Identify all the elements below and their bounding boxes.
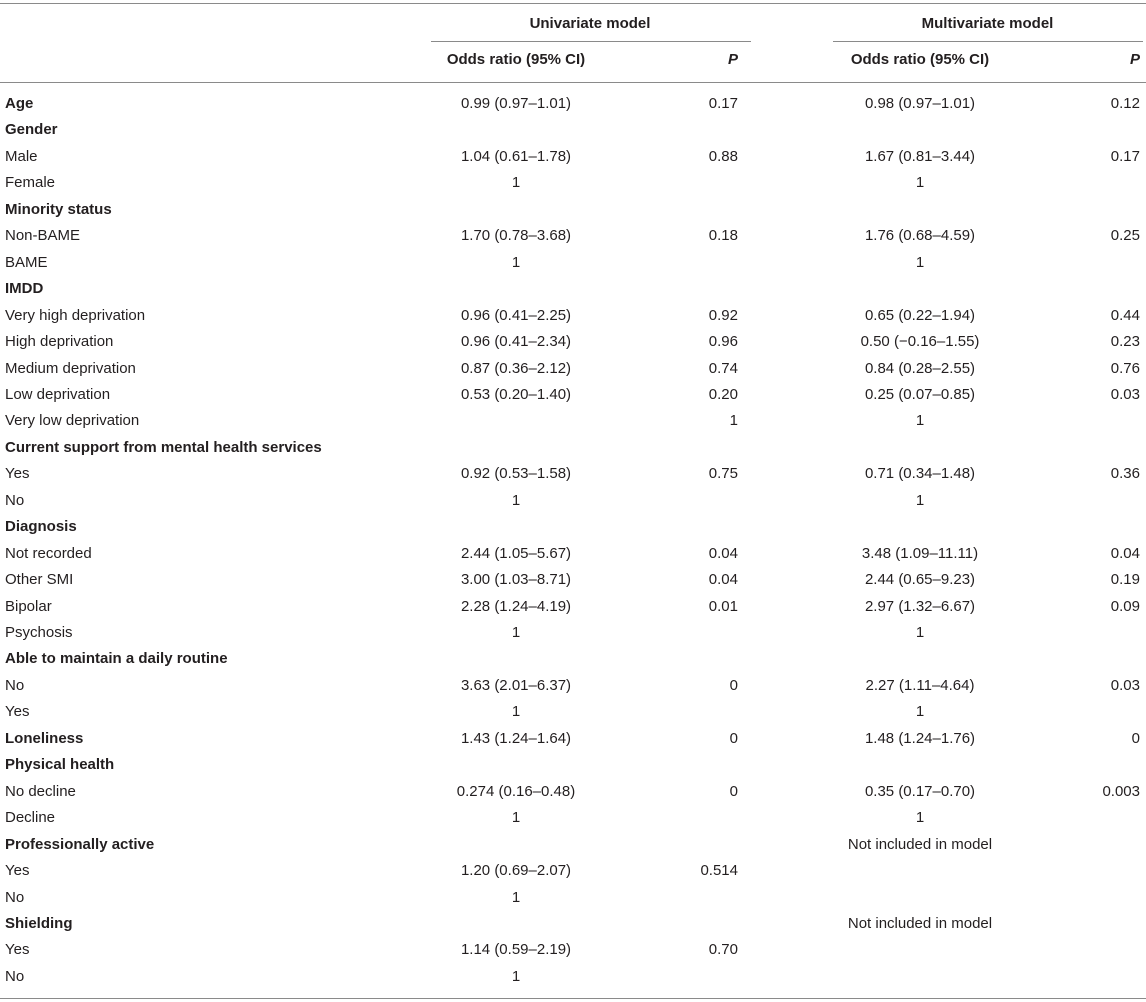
row-label: Age [5, 95, 34, 112]
multivariate-or-cell: 0.65 (0.22–1.94) [864, 307, 976, 324]
multivariate-p-cell: 0.04 [1110, 545, 1140, 562]
row-label: Able to maintain a daily routine [5, 650, 228, 667]
multivariate-p-cell: 0.003 [1102, 783, 1140, 800]
multivariate-or-cell: 1.48 (1.24–1.76) [864, 730, 976, 747]
univariate-underline [431, 41, 751, 42]
univariate-p-cell: 0.96 [708, 333, 738, 350]
multivariate-p-cell: 0.23 [1110, 333, 1140, 350]
multivariate-or-cell: 0.71 (0.34–1.48) [864, 465, 976, 482]
row-label: BAME [5, 254, 48, 271]
multivariate-or-cell: Not included in model [847, 836, 993, 853]
bottom-rule [0, 998, 1146, 999]
multivariate-or-cell: 1 [915, 174, 925, 191]
multivariate-or-cell: 0.25 (0.07–0.85) [864, 386, 976, 403]
row-label: Diagnosis [5, 518, 77, 535]
multivariate-or-cell: 1.76 (0.68–4.59) [864, 227, 976, 244]
row-label: No [5, 677, 25, 694]
row-label: Shielding [5, 915, 73, 932]
univariate-header: Univariate model [529, 15, 651, 32]
multivariate-p-cell: 0.19 [1110, 571, 1140, 588]
univariate-or-cell: 3.00 (1.03–8.71) [460, 571, 572, 588]
univariate-p-cell: 0.17 [708, 95, 738, 112]
univariate-p-cell: 0.88 [708, 148, 738, 165]
multivariate-p-cell: 0.36 [1110, 465, 1140, 482]
univariate-p-cell: 0 [729, 730, 738, 747]
row-label: Yes [5, 703, 30, 720]
row-label: Not recorded [5, 545, 92, 562]
multivariate-or-cell: 0.35 (0.17–0.70) [864, 783, 976, 800]
row-label: Low deprivation [5, 386, 111, 403]
multivariate-p-cell: 0.12 [1110, 95, 1140, 112]
univariate-or-cell: 0.96 (0.41–2.34) [460, 333, 572, 350]
univariate-p-cell: 0.92 [708, 307, 738, 324]
univariate-p-cell: 0.70 [708, 941, 738, 958]
row-label: No [5, 492, 25, 509]
univariate-p-cell: 0 [729, 783, 738, 800]
univariate-or-cell: 2.28 (1.24–4.19) [460, 598, 572, 615]
multivariate-p-cell: 0 [1131, 730, 1140, 747]
univariate-or-cell: 1 [511, 492, 521, 509]
multivariate-p-cell: 0.25 [1110, 227, 1140, 244]
univariate-or-cell: 1.20 (0.69–2.07) [460, 862, 572, 879]
univariate-p-cell: 0.74 [708, 360, 738, 377]
univariate-or-cell: 1 [511, 703, 521, 720]
univariate-or-cell: 1 [511, 889, 521, 906]
univariate-or-cell: 1 [511, 624, 521, 641]
row-label: Loneliness [5, 730, 84, 747]
multivariate-or-cell: 1 [915, 254, 925, 271]
row-label: Professionally active [5, 836, 155, 853]
univariate-p-cell: 0.75 [708, 465, 738, 482]
univariate-or-cell: 1.14 (0.59–2.19) [460, 941, 572, 958]
multivariate-or-header: Odds ratio (95% CI) [850, 51, 990, 68]
univariate-p-cell: 0.514 [700, 862, 738, 879]
multivariate-or-cell: 2.97 (1.32–6.67) [864, 598, 976, 615]
univariate-or-cell: 1 [511, 809, 521, 826]
row-label: Very high deprivation [5, 307, 146, 324]
multivariate-p-cell: 0.76 [1110, 360, 1140, 377]
multivariate-or-cell: 2.44 (0.65–9.23) [864, 571, 976, 588]
multivariate-p-cell: 0.03 [1110, 677, 1140, 694]
univariate-or-cell: 0.53 (0.20–1.40) [460, 386, 572, 403]
univariate-or-cell: 0.274 (0.16–0.48) [456, 783, 576, 800]
row-label: Physical health [5, 756, 115, 773]
row-label: Current support from mental health services [5, 439, 322, 456]
univariate-or-cell: 1 [511, 254, 521, 271]
row-label: Psychosis [5, 624, 73, 641]
multivariate-or-cell: 1 [915, 624, 925, 641]
header-rule [0, 82, 1146, 83]
multivariate-underline [833, 41, 1143, 42]
row-label: No [5, 968, 25, 985]
multivariate-or-cell: 3.48 (1.09–11.11) [861, 545, 979, 562]
multivariate-p-header: P [1129, 51, 1140, 68]
univariate-p-cell: 0.18 [708, 227, 738, 244]
univariate-p-cell: 0.04 [708, 571, 738, 588]
univariate-p-cell: 0.04 [708, 545, 738, 562]
row-label: No [5, 889, 25, 906]
row-label: Other SMI [5, 571, 74, 588]
row-label: Gender [5, 121, 58, 138]
univariate-p-cell: 0.20 [708, 386, 738, 403]
row-label: Non-BAME [5, 227, 81, 244]
row-label: Yes [5, 465, 30, 482]
univariate-p-cell: 0.01 [708, 598, 738, 615]
row-label: Minority status [5, 201, 112, 218]
row-label: Very low deprivation [5, 412, 140, 429]
multivariate-p-cell: 0.03 [1110, 386, 1140, 403]
multivariate-or-cell: 1 [915, 703, 925, 720]
multivariate-or-cell: 2.27 (1.11–4.64) [865, 677, 975, 694]
multivariate-header: Multivariate model [921, 15, 1054, 32]
univariate-or-cell: 1.43 (1.24–1.64) [460, 730, 572, 747]
multivariate-or-cell: 0.84 (0.28–2.55) [864, 360, 976, 377]
row-label: Yes [5, 941, 30, 958]
univariate-p-header: P [727, 51, 738, 68]
univariate-p-cell: 1 [729, 412, 738, 429]
univariate-or-cell: 0.87 (0.36–2.12) [460, 360, 572, 377]
univariate-or-cell: 1.70 (0.78–3.68) [460, 227, 572, 244]
row-label: Yes [5, 862, 30, 879]
top-rule [0, 3, 1146, 4]
univariate-or-cell: 1 [511, 174, 521, 191]
row-label: Female [5, 174, 56, 191]
multivariate-or-cell: 1 [915, 809, 925, 826]
multivariate-or-cell: Not included in model [847, 915, 993, 932]
univariate-or-header: Odds ratio (95% CI) [446, 51, 586, 68]
univariate-or-cell: 1.04 (0.61–1.78) [460, 148, 572, 165]
multivariate-or-cell: 1 [915, 492, 925, 509]
multivariate-or-cell: 0.98 (0.97–1.01) [864, 95, 976, 112]
univariate-or-cell: 2.44 (1.05–5.67) [460, 545, 572, 562]
univariate-or-cell: 0.96 (0.41–2.25) [460, 307, 572, 324]
univariate-or-cell: 1 [511, 968, 521, 985]
row-label: Bipolar [5, 598, 52, 615]
univariate-or-cell: 0.99 (0.97–1.01) [460, 95, 572, 112]
multivariate-p-cell: 0.09 [1110, 598, 1140, 615]
multivariate-or-cell: 0.50 (−0.16–1.55) [860, 333, 980, 350]
row-label: Male [5, 148, 38, 165]
row-label: Medium deprivation [5, 360, 136, 377]
univariate-or-cell: 0.92 (0.53–1.58) [460, 465, 572, 482]
multivariate-or-cell: 1 [915, 412, 925, 429]
univariate-or-cell: 3.63 (2.01–6.37) [460, 677, 572, 694]
row-label: Decline [5, 809, 56, 826]
multivariate-p-cell: 0.17 [1110, 148, 1140, 165]
multivariate-p-cell: 0.44 [1110, 307, 1140, 324]
univariate-p-cell: 0 [729, 677, 738, 694]
row-label: No decline [5, 783, 76, 800]
row-label: High deprivation [5, 333, 114, 350]
row-label: IMDD [5, 280, 44, 297]
multivariate-or-cell: 1.67 (0.81–3.44) [864, 148, 976, 165]
